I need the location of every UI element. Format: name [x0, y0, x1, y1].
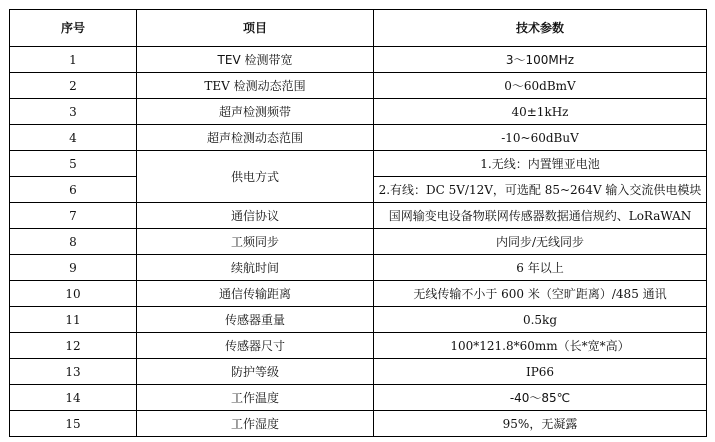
- header-row: [10, 10, 707, 47]
- row-spec: 1.无线：内置锂亚电池: [374, 151, 707, 177]
- row-spec: IP66: [374, 359, 707, 385]
- row-no: 10: [10, 281, 137, 307]
- table-row: [10, 359, 707, 385]
- row-no: 5: [10, 151, 137, 177]
- row-spec: -10~60dBuV: [374, 125, 707, 151]
- row-no: 13: [10, 359, 137, 385]
- spec-table: [9, 9, 707, 437]
- row-item: 通信传输距离: [137, 281, 374, 307]
- header-spec: 技术参数: [374, 10, 707, 47]
- table-row: [10, 151, 707, 177]
- row-no: 9: [10, 255, 137, 281]
- row-item: TEV 检测动态范围: [137, 73, 374, 99]
- row-item: 传感器重量: [137, 307, 374, 333]
- row-spec: 2.有线：DC 5V/12V，可选配 85~264V 输入交流供电模块: [374, 177, 707, 203]
- table-row: [10, 73, 707, 99]
- row-item: 超声检测频带: [137, 99, 374, 125]
- row-item: 工作湿度: [137, 411, 374, 437]
- row-no: 14: [10, 385, 137, 411]
- row-spec: -40～85℃: [374, 385, 707, 411]
- row-spec: 3～100MHz: [374, 47, 707, 73]
- row-spec: 40±1kHz: [374, 99, 707, 125]
- header-item: 项目: [137, 10, 374, 47]
- table-row: [10, 255, 707, 281]
- row-spec: 国网输变电设备物联网传感器数据通信规约、LoRaWAN: [374, 203, 707, 229]
- row-no: 6: [10, 177, 137, 203]
- row-spec: 95%，无凝露: [374, 411, 707, 437]
- row-no: 12: [10, 333, 137, 359]
- table-row: [10, 333, 707, 359]
- table-row: [10, 411, 707, 437]
- row-spec: 内同步/无线同步: [374, 229, 707, 255]
- row-no: 2: [10, 73, 137, 99]
- row-spec: 0～60dBmV: [374, 73, 707, 99]
- row-no: 15: [10, 411, 137, 437]
- row-spec: 无线传输不小于 600 米（空旷距离）/485 通讯: [374, 281, 707, 307]
- row-no: 7: [10, 203, 137, 229]
- row-item: 续航时间: [137, 255, 374, 281]
- header-no: 序号: [10, 10, 137, 47]
- row-item-merged: 供电方式: [137, 151, 374, 203]
- row-item: 工频同步: [137, 229, 374, 255]
- table-row: [10, 47, 707, 73]
- row-no: 3: [10, 99, 137, 125]
- row-item: TEV 检测带宽: [137, 47, 374, 73]
- row-item: 传感器尺寸: [137, 333, 374, 359]
- row-item: 工作温度: [137, 385, 374, 411]
- table-row: [10, 281, 707, 307]
- table-row: [10, 385, 707, 411]
- row-spec: 6 年以上: [374, 255, 707, 281]
- row-no: 8: [10, 229, 137, 255]
- row-item: 超声检测动态范围: [137, 125, 374, 151]
- table-row: [10, 125, 707, 151]
- table-row: [10, 307, 707, 333]
- table-row: [10, 99, 707, 125]
- table-row: [10, 229, 707, 255]
- row-no: 1: [10, 47, 137, 73]
- table-row: [10, 203, 707, 229]
- row-item: 防护等级: [137, 359, 374, 385]
- row-no: 11: [10, 307, 137, 333]
- row-item: 通信协议: [137, 203, 374, 229]
- row-spec: 0.5kg: [374, 307, 707, 333]
- row-spec: 100*121.8*60mm（长*宽*高）: [374, 333, 707, 359]
- row-no: 4: [10, 125, 137, 151]
